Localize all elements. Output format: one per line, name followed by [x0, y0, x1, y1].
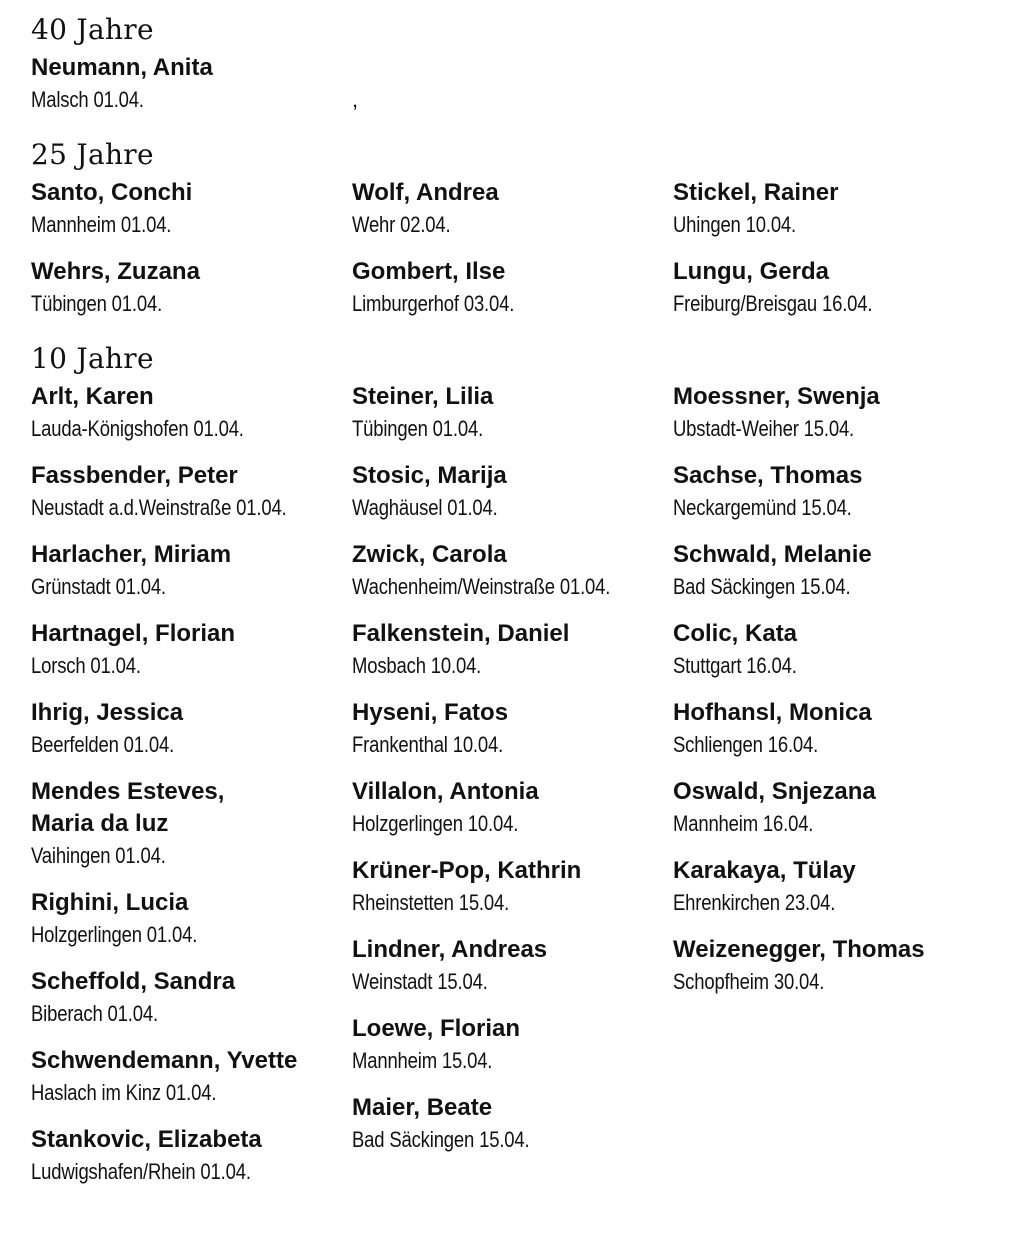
section-title: 25 Jahre: [31, 138, 154, 171]
entries-column: [31, 52, 352, 116]
place-and-date: Grünstadt 01.04.: [31, 574, 166, 599]
person-name: Stosic, Marija: [352, 462, 507, 489]
anniversary-section: [31, 341, 991, 1188]
entries-column: [673, 52, 991, 116]
place-and-date: Ludwigshafen/Rhein 01.04.: [31, 1159, 251, 1184]
place-and-date: Waghäusel 01.04.: [352, 495, 498, 520]
person-entry: [673, 460, 991, 524]
person-entry: [31, 539, 352, 603]
person-name: Scheffold, Sandra: [31, 968, 236, 995]
person-entry: [352, 618, 673, 682]
person-entry: [31, 1124, 352, 1188]
place-and-date: Schliengen 16.04.: [673, 732, 819, 757]
place-and-date: Lauda-Königshofen 01.04.: [31, 416, 244, 441]
person-entry: [31, 697, 352, 761]
person-name: Loewe, Florian: [352, 1015, 521, 1042]
person-name: Stickel, Rainer: [673, 179, 839, 206]
place-and-date: Mannheim 15.04.: [352, 1048, 493, 1073]
entries-column: [673, 381, 991, 1188]
person-entry: [673, 934, 991, 998]
person-name: Ihrig, Jessica: [31, 699, 184, 726]
place-and-date: Haslach im Kinz 01.04.: [31, 1080, 217, 1105]
place-and-date: Limburgerhof 03.04.: [352, 291, 515, 316]
place-and-date: Uhingen 10.04.: [673, 212, 797, 237]
person-name: Sachse, Thomas: [673, 462, 863, 489]
person-name: Krüner-Pop, Kathrin: [352, 857, 582, 884]
place-and-date: Neustadt a.d.Weinstraße 01.04.: [31, 495, 287, 520]
person-entry: [31, 177, 352, 241]
person-entry: [673, 697, 991, 761]
person-name: Neumann, Anita: [31, 54, 213, 81]
place-and-date: Rheinstetten 15.04.: [352, 890, 510, 915]
person-entry: [31, 887, 352, 951]
person-name: Schwald, Melanie: [673, 541, 872, 568]
person-name: Gombert, Ilse: [352, 258, 506, 285]
person-entry: [673, 256, 991, 320]
person-name: Villalon, Antonia: [352, 778, 539, 805]
place-and-date: Ubstadt-Weiher 15.04.: [673, 416, 855, 441]
person-name: Maier, Beate: [352, 1094, 493, 1121]
person-name: Hyseni, Fatos: [352, 699, 509, 726]
place-and-date: Tübingen 01.04.: [31, 291, 163, 316]
entries-column: [352, 177, 673, 320]
person-name: Wehrs, Zuzana: [31, 258, 200, 285]
person-name: Arlt, Karen: [31, 383, 154, 410]
place-and-date: Ehrenkirchen 23.04.: [673, 890, 836, 915]
place-and-date: Neckargemünd 15.04.: [673, 495, 852, 520]
person-name: Steiner, Lilia: [352, 383, 494, 410]
entries-column: [673, 177, 991, 320]
person-entry: [31, 618, 352, 682]
person-name: Wolf, Andrea: [352, 179, 499, 206]
person-name: Karakaya, Tülay: [673, 857, 856, 884]
anniversary-section: [31, 137, 991, 320]
stray-comma: ,: [352, 87, 359, 112]
person-entry: [352, 460, 673, 524]
place-and-date: Frankenthal 10.04.: [352, 732, 504, 757]
person-name: Weizenegger, Thomas: [673, 936, 925, 963]
entries-column: [31, 177, 352, 320]
person-name-continued: Maria da luz: [31, 810, 169, 837]
person-name: Oswald, Snjezana: [673, 778, 876, 805]
person-entry: [352, 177, 673, 241]
person-entry: [31, 966, 352, 1030]
entries-column: [31, 381, 352, 1188]
person-entry: [352, 1092, 673, 1156]
person-entry: [673, 855, 991, 919]
person-name: Harlacher, Miriam: [31, 541, 232, 568]
person-entry: [352, 539, 673, 603]
person-entry: [31, 1045, 352, 1109]
entries-grid: [31, 381, 991, 1188]
place-and-date: Tübingen 01.04.: [352, 416, 484, 441]
place-and-date: Biberach 01.04.: [31, 1001, 158, 1026]
person-name: Fassbender, Peter: [31, 462, 238, 489]
section-title: 10 Jahre: [31, 342, 154, 375]
person-name: Colic, Kata: [673, 620, 798, 647]
anniversary-section: [31, 12, 991, 116]
person-name: Lungu, Gerda: [673, 258, 829, 285]
person-entry: [352, 1013, 673, 1077]
entries-grid: [31, 52, 991, 116]
place-and-date: Lorsch 01.04.: [31, 653, 141, 678]
person-entry: [352, 934, 673, 998]
person-entry: [31, 52, 352, 116]
person-name: Schwendemann, Yvette: [31, 1047, 298, 1074]
place-and-date: Wachenheim/Weinstraße 01.04.: [352, 574, 611, 599]
person-name: Hofhansl, Monica: [673, 699, 872, 726]
place-and-date: Holzgerlingen 01.04.: [31, 922, 198, 947]
place-and-date: Schopfheim 30.04.: [673, 969, 825, 994]
entries-column: [352, 52, 673, 116]
person-entry: [31, 460, 352, 524]
place-and-date: Mannheim 16.04.: [673, 811, 814, 836]
person-name: Righini, Lucia: [31, 889, 189, 916]
place-and-date: Holzgerlingen 10.04.: [352, 811, 519, 836]
entries-grid: [31, 177, 991, 320]
person-name: Falkenstein, Daniel: [352, 620, 570, 647]
place-and-date: Stuttgart 16.04.: [673, 653, 797, 678]
person-entry: [352, 256, 673, 320]
person-entry: [352, 381, 673, 445]
person-name: Lindner, Andreas: [352, 936, 548, 963]
person-entry: [31, 256, 352, 320]
place-and-date: Bad Säckingen 15.04.: [673, 574, 851, 599]
person-name: Moessner, Swenja: [673, 383, 880, 410]
person-entry: [352, 776, 673, 840]
person-entry: [352, 855, 673, 919]
place-and-date: Bad Säckingen 15.04.: [352, 1127, 530, 1152]
place-and-date: Beerfelden 01.04.: [31, 732, 175, 757]
person-entry: [673, 618, 991, 682]
person-entry: [31, 776, 352, 872]
place-and-date: Mannheim 01.04.: [31, 212, 172, 237]
entries-column: [352, 381, 673, 1188]
person-name: Stankovic, Elizabeta: [31, 1126, 262, 1153]
place-and-date: Mosbach 10.04.: [352, 653, 482, 678]
person-entry: [673, 177, 991, 241]
place-and-date: Wehr 02.04.: [352, 212, 451, 237]
person-name: Mendes Esteves,: [31, 778, 225, 805]
person-name: Zwick, Carola: [352, 541, 507, 568]
place-and-date: Weinstadt 15.04.: [352, 969, 488, 994]
anniversary-list: [31, 12, 991, 1188]
place-and-date: Vaihingen 01.04.: [31, 843, 166, 868]
person-entry: [673, 381, 991, 445]
person-entry: [673, 539, 991, 603]
person-entry: [31, 381, 352, 445]
place-and-date: Freiburg/Breisgau 16.04.: [673, 291, 873, 316]
person-name: Santo, Conchi: [31, 179, 193, 206]
person-name: Hartnagel, Florian: [31, 620, 236, 647]
section-title: 40 Jahre: [31, 13, 154, 46]
person-entry: [673, 776, 991, 840]
person-entry: [352, 697, 673, 761]
place-and-date: Malsch 01.04.: [31, 87, 144, 112]
